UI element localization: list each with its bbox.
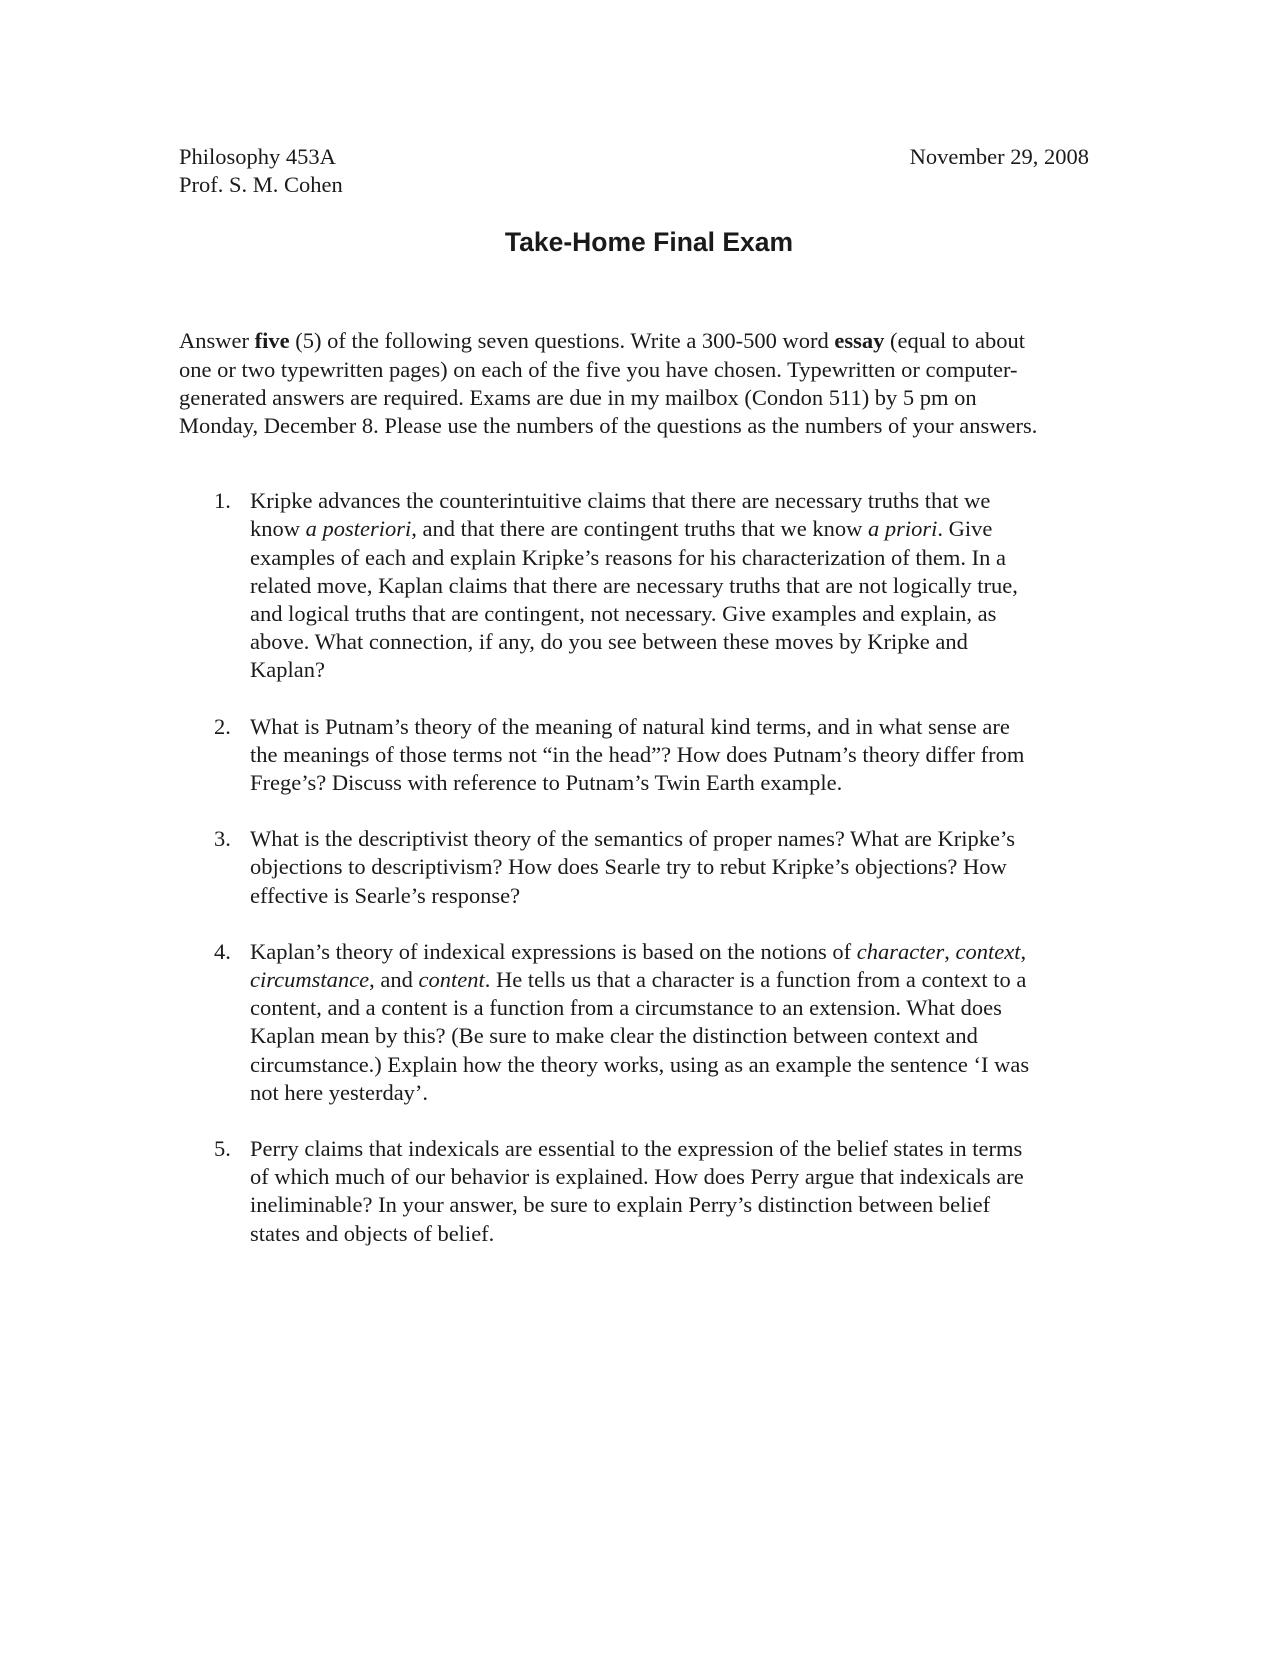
intro-emphasis-essay: essay xyxy=(834,328,885,354)
question-text: , xyxy=(1020,938,1027,964)
page-title: Take-Home Final Exam xyxy=(504,227,794,258)
question-text: What is the descriptivist theory of the semantics of proper names? What are Kripke’s objections to descriptivism? How does Searle try to rebut Kripke’s objections? How effective is Searle’s response? xyxy=(250,826,1015,908)
question-text: What is Putnam’s theory of the meaning of natural kind terms, and in what sense are the meanings of those terms not “in the head”? How does Putnam’s theory differ from Frege’s? Discuss with reference to Putnam’s Twin Earth example. xyxy=(250,713,1025,796)
question-text: , xyxy=(944,938,956,964)
question-item-5 xyxy=(179,1135,1040,1248)
exam-page xyxy=(179,143,1089,1276)
question-item-1 xyxy=(179,487,1040,684)
question-item-3 xyxy=(179,825,1040,910)
question-text: , and xyxy=(369,967,419,993)
question-italic-term: character xyxy=(856,938,945,964)
intro-text: (5) of the following seven questions. Write a 300-500 word xyxy=(289,328,835,354)
question-text: . Give examples of each and explain Kripke’s reasons for his characterization of them. In a related move, Kaplan claims that there are necessary truths that are not logically true, and logical truths that are contingent, not necessary. Give examples and explain, as above. What connection, if any, do you see between these moves by Kripke and Kaplan? xyxy=(250,516,1018,683)
question-number: 3. xyxy=(214,826,231,852)
intro-text: (equal to about one or two typewritten pages) on each of the five you have chosen. Typewritten or computer-generated answers are required. Exams are due in my mailbox (Condon 511) by 5 pm on Monday, December 8. Please use the numbers of the questions as the numbers of your answers. xyxy=(179,328,1038,439)
instructions-paragraph xyxy=(179,327,1039,440)
exam-date: November 29, 2008 xyxy=(909,144,1089,169)
question-italic-term: a posteriori xyxy=(305,516,412,542)
question-text: . He tells us that a character is a function from a context to a content, and a content is a function from a circumstance to an extension. What does Kaplan mean by this? (Be sure to make clear the distinction between context and circumstance.) Explain how the theory works, using as an example the sentence ‘I was not here yesterday’. xyxy=(250,967,1030,1105)
course-info xyxy=(179,143,343,199)
document-header xyxy=(179,143,1089,199)
intro-emphasis-five: five xyxy=(254,328,290,354)
question-number: 2. xyxy=(214,713,231,739)
question-list xyxy=(179,487,1089,1248)
intro-text: Answer xyxy=(179,328,255,354)
question-italic-term: a priori xyxy=(868,516,938,542)
instructor-name: Prof. S. M. Cohen xyxy=(179,172,343,198)
question-text: Perry claims that indexicals are essential to the expression of the belief states in terms of which much of our behavior is explained. How does Perry argue that indexicals are ineliminable? In your answer, be sure to explain Perry’s distinction between belief states and objects of belief. xyxy=(250,1136,1024,1246)
question-italic-term: context xyxy=(955,938,1021,964)
question-italic-term: circumstance xyxy=(250,967,370,993)
question-text: , and that there are contingent truths that we know xyxy=(411,516,869,542)
course-name: Philosophy 453A xyxy=(179,144,336,169)
question-item-4 xyxy=(179,938,1040,1107)
question-text: Kaplan’s theory of indexical expressions is based on the notions of xyxy=(250,938,857,964)
question-number: 1. xyxy=(214,488,231,514)
question-number: 4. xyxy=(214,938,231,964)
question-italic-term: content xyxy=(418,967,485,993)
question-number: 5. xyxy=(214,1136,231,1162)
question-text: Kripke advances the counterintuitive claims that there are necessary truths that we know xyxy=(250,488,991,542)
question-item-2 xyxy=(179,713,1040,798)
